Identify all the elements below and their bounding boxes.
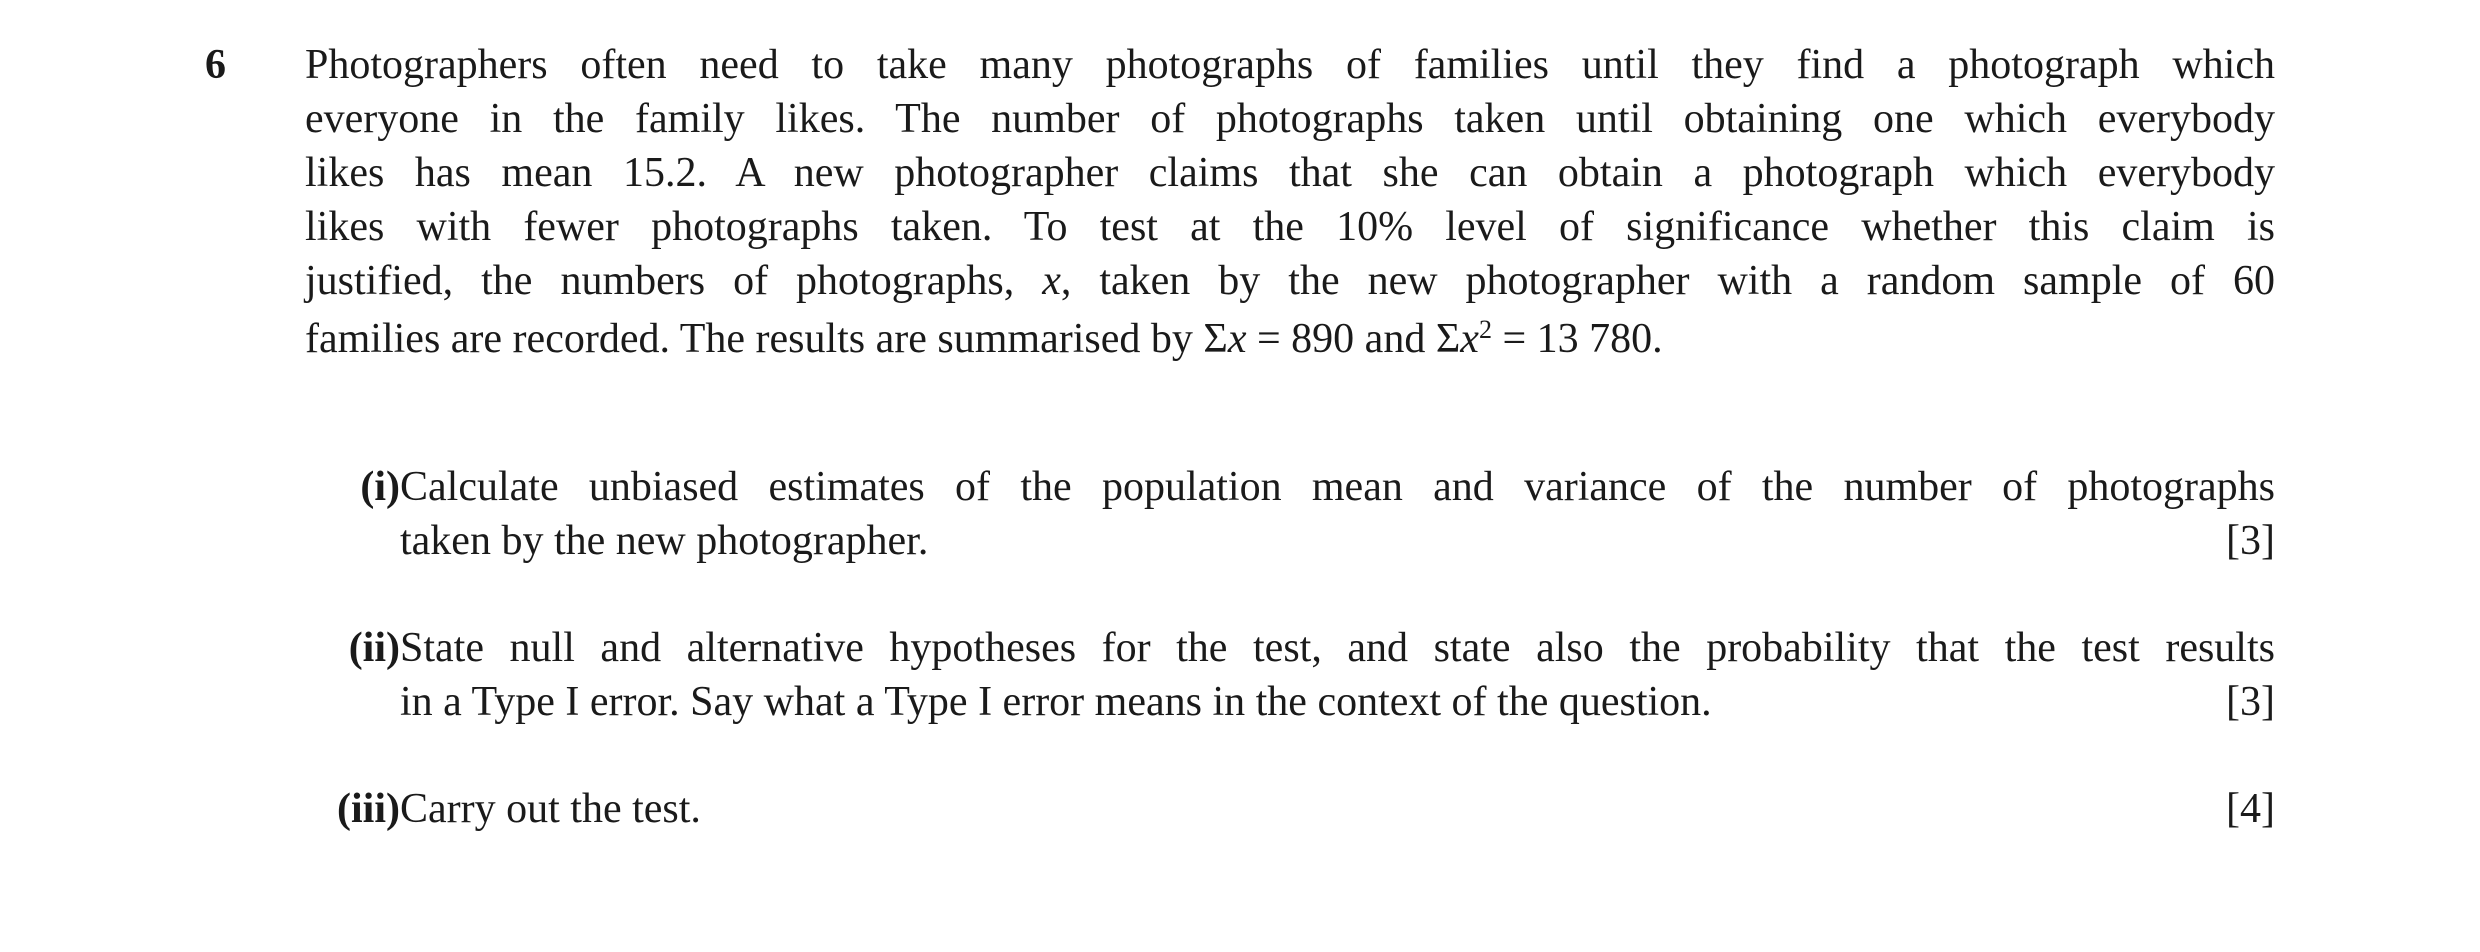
- part-line: [400, 782, 2275, 836]
- part-text: Carry out the test.: [400, 786, 701, 832]
- stem-text: = 13 780.: [1491, 316, 1663, 362]
- part-body: [400, 782, 2275, 836]
- stem-line: likes with fewer photographs taken. To test at the 10% level of significance whether this claim is: [305, 204, 2275, 250]
- part-line: State null and alternative hypotheses for the test, and state also the probability that the test results: [400, 625, 2275, 671]
- marks: [4]: [2226, 786, 2275, 832]
- stem-text: justified, the numbers of photographs,: [305, 258, 1043, 304]
- part-label: (i): [360, 464, 400, 510]
- marks: [3]: [2226, 679, 2275, 725]
- stem-line: likes has mean 15.2. A new photographer claims that she can obtain a photograph which everybody: [305, 150, 2275, 196]
- variable-x: x: [1227, 316, 1247, 362]
- stem-line: [305, 254, 2275, 308]
- superscript-2: 2: [1478, 315, 1492, 344]
- stem-text: = 890 and Σ: [1246, 316, 1461, 362]
- variable-x: x: [1460, 316, 1479, 362]
- stem-line: Photographers often need to take many photographs of families until they find a photograph which: [305, 42, 2275, 88]
- stem-line: everyone in the family likes. The number of photographs taken until obtaining one which everybody: [305, 96, 2275, 142]
- part-text: in a Type I error. Say what a Type I error means in the context of the question.: [400, 679, 1712, 725]
- part-text: taken by the new photographer.: [400, 518, 929, 564]
- variable-x: x: [1042, 258, 1061, 304]
- stem-line-summary: [305, 312, 2275, 366]
- marks: [3]: [2226, 518, 2275, 564]
- part-body: [400, 460, 2275, 568]
- part-label: (iii): [337, 786, 400, 832]
- part-line: [400, 675, 2275, 729]
- part-label: (ii): [348, 625, 400, 671]
- part-line: [400, 514, 2275, 568]
- part-body: [400, 621, 2275, 729]
- stem-text: families are recorded. The results are summarised by Σ: [305, 316, 1228, 362]
- question-number: 6: [205, 42, 226, 88]
- stem-text: , taken by the new photographer with a random sample of 60: [1060, 258, 2275, 304]
- question-stem: [305, 38, 2275, 366]
- part-line: Calculate unbiased estimates of the population mean and variance of the number of photographs: [400, 464, 2275, 510]
